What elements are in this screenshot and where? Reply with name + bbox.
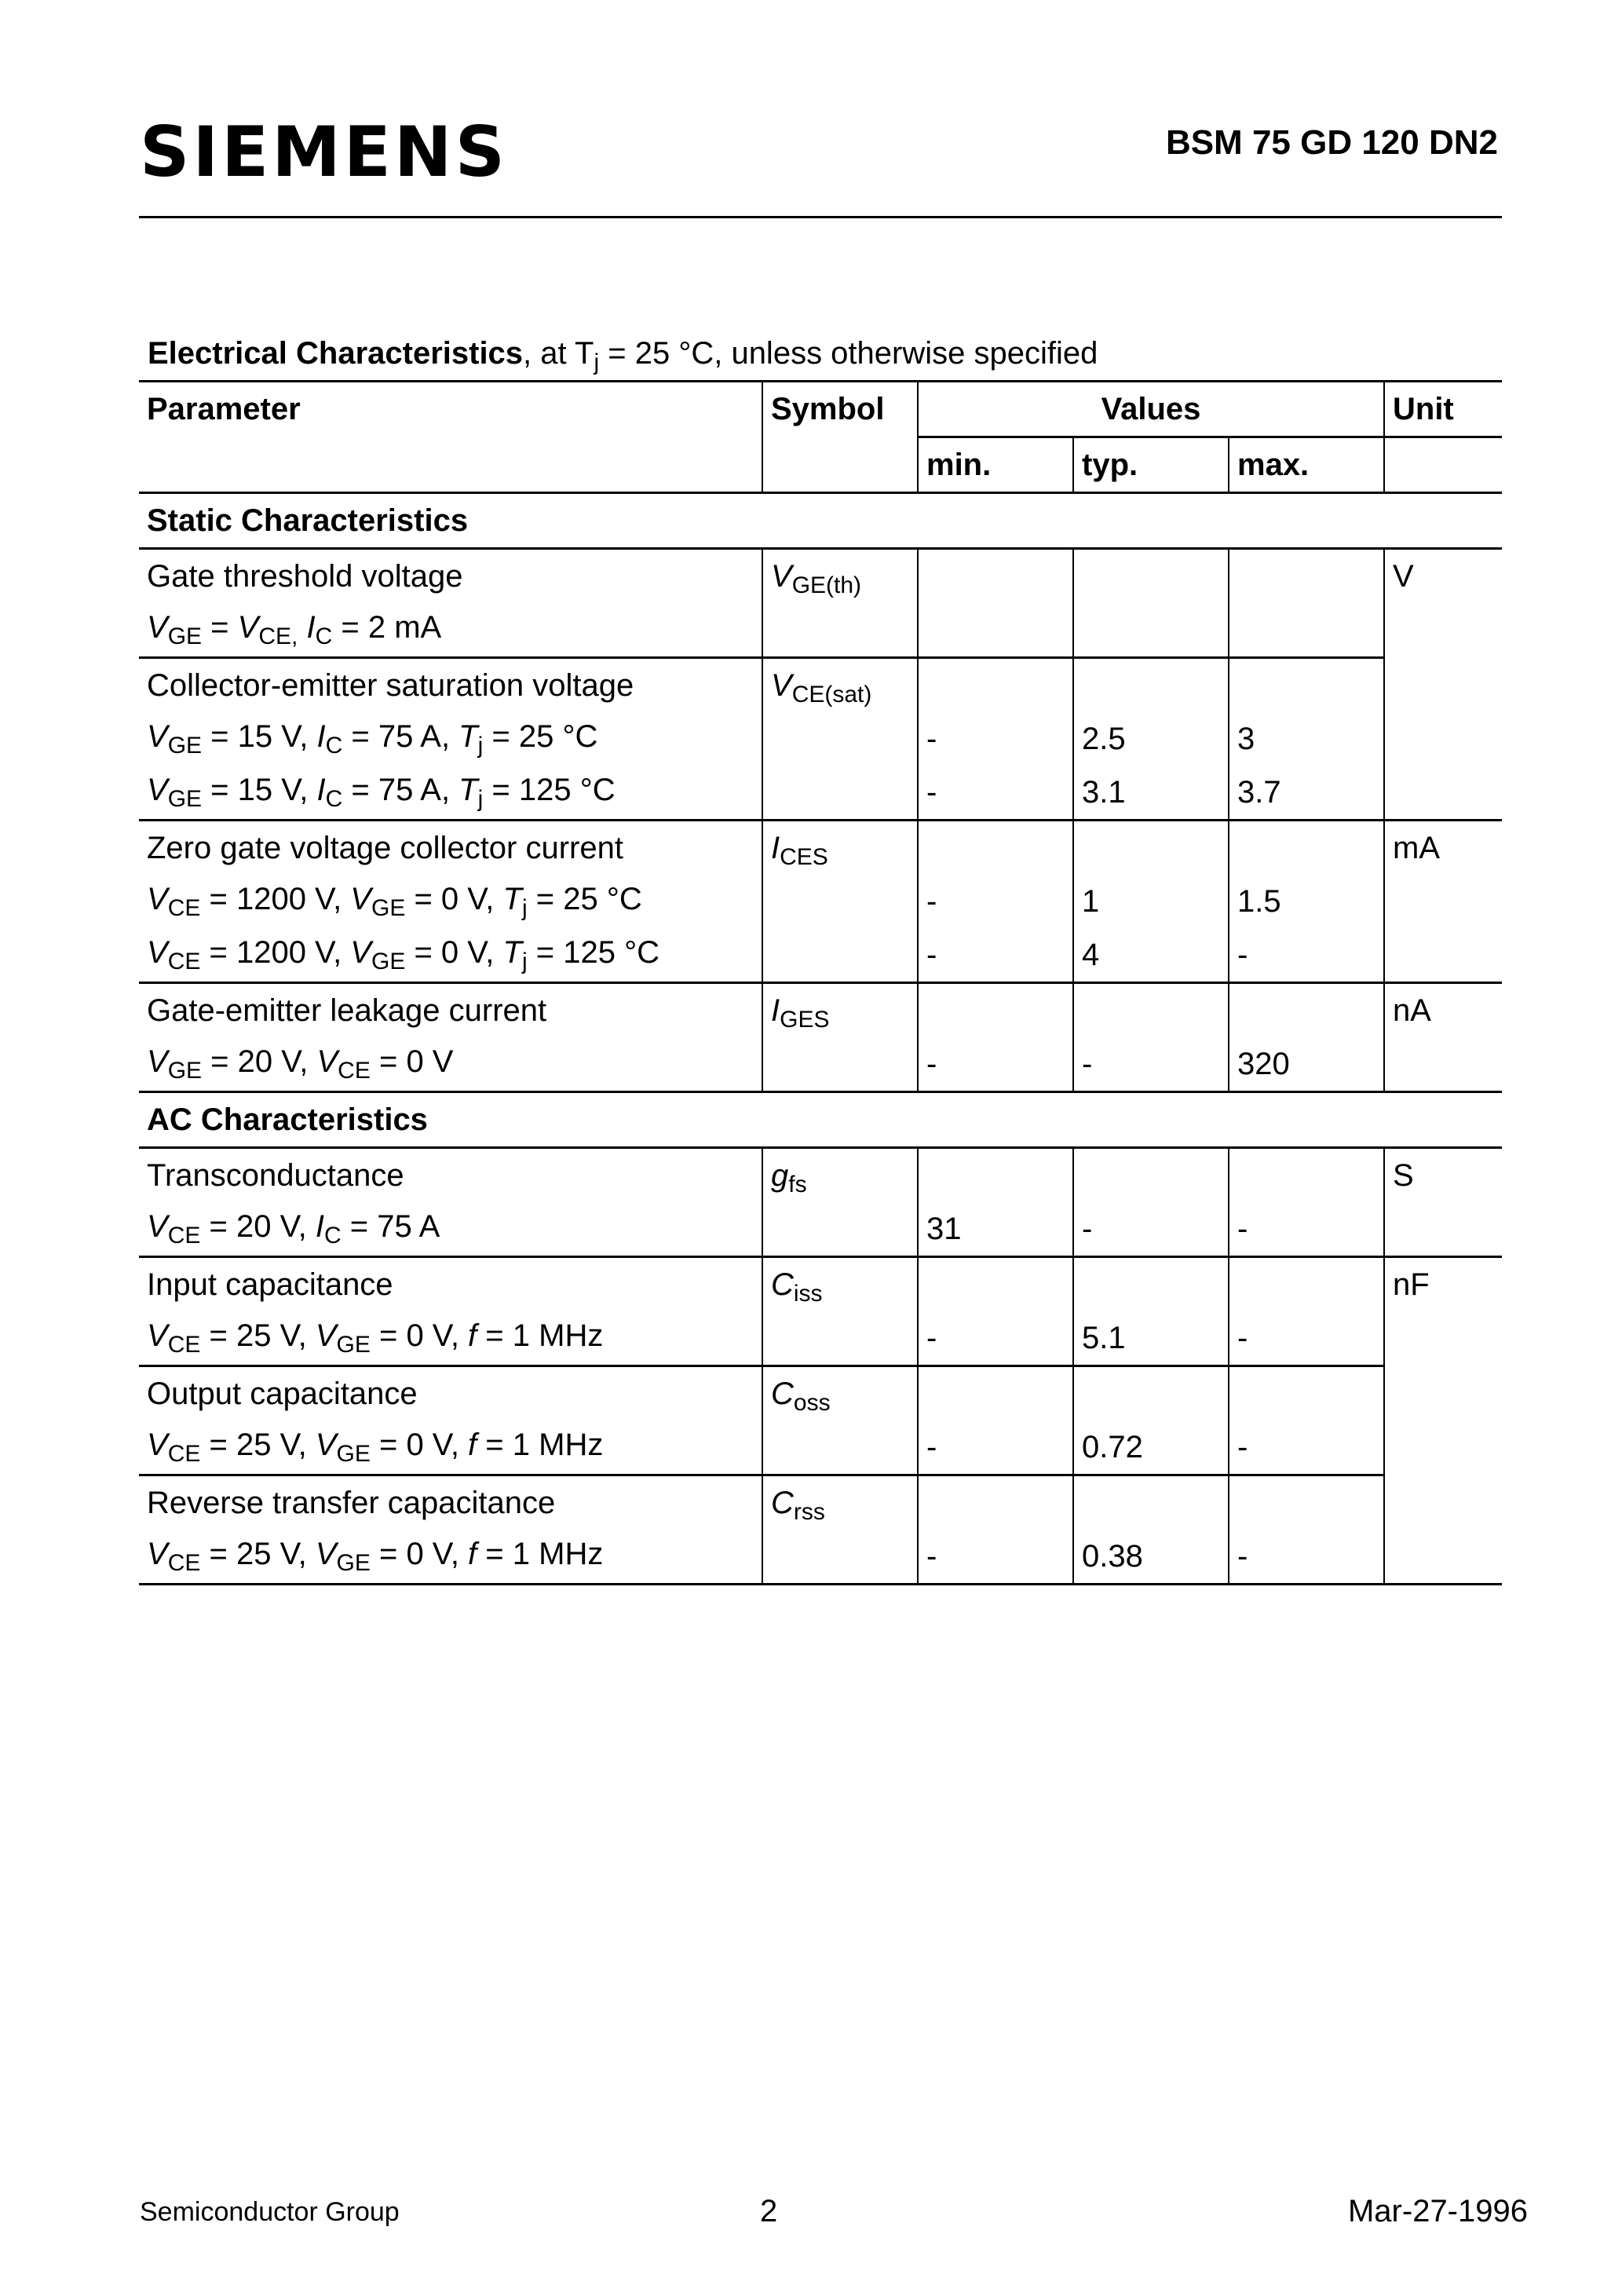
condition-part: = 1200 V, [200, 934, 351, 970]
value-min [918, 983, 1073, 1038]
condition-part: = 0 V, [370, 1536, 469, 1571]
unit-cell: V [1384, 549, 1502, 821]
condition-part: V [147, 772, 168, 807]
condition-part: = 25 V, [200, 1427, 316, 1462]
condition-part: V [350, 881, 371, 916]
param-condition [139, 875, 762, 928]
condition-part: V [147, 718, 168, 754]
symbol-cell [762, 1475, 918, 1585]
col-min: min. [918, 437, 1073, 493]
value-typ [1073, 821, 1229, 876]
value-typ: 5.1 [1073, 1311, 1229, 1366]
condition-part: = 0 V, [370, 1427, 469, 1462]
param-row [139, 1148, 1502, 1203]
value-max [1229, 549, 1384, 604]
col-max: max. [1229, 437, 1384, 493]
value-max [1229, 1366, 1384, 1421]
condition-part: = 75 A, [342, 718, 459, 754]
condition-part: f [468, 1427, 477, 1462]
condition-part: j [521, 948, 528, 974]
condition-part: GE [336, 1549, 371, 1576]
value-max [1229, 983, 1384, 1038]
condition-part: T [458, 718, 478, 754]
param-name: Zero gate voltage collector current [147, 831, 623, 865]
symbol-sub: rss [793, 1499, 825, 1525]
param-name: Gate-emitter leakage current [147, 993, 547, 1028]
condition-part: = 25 V, [200, 1536, 316, 1571]
symbol-cell [762, 549, 918, 658]
value-typ: 4 [1073, 928, 1229, 983]
value-typ: 0.38 [1073, 1530, 1229, 1585]
col-unit: Unit [1384, 382, 1502, 437]
footer-date: Mar-27-1996 [1347, 2194, 1528, 2228]
param-condition [139, 1530, 762, 1585]
value-max [1229, 1475, 1384, 1530]
condition-part: T [502, 881, 522, 916]
param-row [139, 549, 1502, 604]
value-min [918, 821, 1073, 876]
value-typ: 0.72 [1073, 1420, 1229, 1475]
condition-part: = 125 °C [527, 934, 659, 970]
value-typ: - [1073, 1202, 1229, 1257]
value-typ: - [1073, 1037, 1229, 1092]
condition-part: GE [371, 948, 406, 974]
value-typ [1073, 603, 1229, 658]
page-number: 2 [760, 2194, 778, 2228]
param-name: Input capacitance [147, 1267, 393, 1302]
condition-part: V [147, 1208, 168, 1244]
condition-part: T [458, 772, 478, 807]
condition-part: CE [167, 1222, 201, 1249]
condition-part [298, 610, 306, 645]
param-name: Reverse transfer capacitance [147, 1486, 556, 1520]
condition-part: = 25 °C [527, 881, 642, 916]
symbol-sub: GE(th) [791, 572, 862, 598]
value-min [918, 549, 1073, 604]
col-unit-blank [1384, 437, 1502, 493]
param-condition [139, 712, 762, 766]
condition-part: = 1200 V, [200, 881, 351, 916]
value-max [1229, 1257, 1384, 1312]
symbol-cell [762, 821, 918, 983]
param-condition [139, 1037, 762, 1092]
static-section [139, 493, 1502, 1092]
param-condition [139, 1311, 762, 1366]
symbol-cell [762, 1148, 918, 1257]
value-typ [1073, 549, 1229, 604]
condition-part: = 75 A [341, 1208, 440, 1244]
value-min [918, 603, 1073, 658]
condition-part: j [477, 732, 484, 759]
value-typ [1073, 1257, 1229, 1312]
table-title-sub: j [594, 349, 600, 375]
condition-part: = 15 V, [202, 772, 317, 807]
condition-part: V [350, 934, 371, 970]
symbol-main: V [771, 559, 792, 594]
symbol-main: V [771, 668, 792, 703]
value-typ [1073, 1366, 1229, 1421]
ac-section [139, 1092, 1502, 1585]
value-max: 3.7 [1229, 766, 1384, 821]
condition-part: CE [167, 1331, 201, 1358]
value-min: 31 [918, 1202, 1073, 1257]
col-values: Values [918, 382, 1384, 437]
param-row [139, 821, 1502, 876]
section-title: Static Characteristics [147, 503, 469, 538]
condition-part: = 75 A, [342, 772, 459, 807]
value-typ [1073, 658, 1229, 713]
condition-part: C [325, 732, 343, 759]
value-min: - [918, 712, 1073, 766]
footer-group: Semiconductor Group [140, 2197, 400, 2227]
condition-part: = 1 MHz [477, 1536, 604, 1571]
unit-cell: mA [1384, 821, 1502, 983]
condition-part: = 20 V, [200, 1208, 316, 1244]
condition-part: V [315, 1427, 337, 1462]
param-condition [139, 603, 762, 658]
condition-part: GE [336, 1440, 371, 1467]
value-max: 1.5 [1229, 875, 1384, 928]
value-min: - [918, 766, 1073, 821]
condition-part: j [477, 785, 484, 812]
symbol-cell [762, 1257, 918, 1366]
condition-part: f [468, 1318, 477, 1353]
symbol-main: C [771, 1377, 794, 1411]
symbol-cell [762, 1366, 918, 1475]
value-max [1229, 603, 1384, 658]
condition-part: CE, [258, 623, 298, 649]
condition-part: T [502, 934, 522, 970]
section-title: AC Characteristics [147, 1102, 428, 1137]
condition-part: V [147, 609, 168, 645]
symbol-sub: iss [793, 1281, 823, 1307]
param-condition [139, 928, 762, 983]
condition-part: GE [371, 894, 406, 921]
condition-part: = 15 V, [202, 718, 317, 754]
param-row [139, 1366, 1502, 1421]
unit-cell: nF [1384, 1257, 1502, 1585]
condition-part: I [316, 718, 326, 754]
value-max: - [1229, 928, 1384, 983]
symbol-sub: fs [788, 1172, 807, 1197]
col-parameter: Parameter [147, 392, 301, 426]
param-name: Collector-emitter saturation voltage [147, 668, 634, 703]
unit-cell: nA [1384, 983, 1502, 1092]
value-min: - [918, 875, 1073, 928]
value-max: - [1229, 1530, 1384, 1585]
condition-part: = 125 °C [483, 772, 616, 807]
siemens-logo: SIEMENS [140, 112, 508, 192]
condition-part: = 0 V, [405, 934, 503, 970]
symbol-sub: CES [780, 844, 828, 870]
param-condition [139, 1420, 762, 1475]
value-min [918, 1366, 1073, 1421]
condition-part: = 1 MHz [477, 1318, 604, 1353]
table-title-pre: , at T [523, 336, 594, 371]
value-min: - [918, 928, 1073, 983]
symbol-cell [762, 658, 918, 821]
col-symbol: Symbol [762, 382, 918, 493]
value-min [918, 1257, 1073, 1312]
condition-part: = 0 V [370, 1044, 454, 1079]
section-header-row [139, 1092, 1502, 1148]
condition-part: = 0 V, [370, 1318, 469, 1353]
condition-part: V [316, 1044, 338, 1079]
condition-part: V [147, 1044, 168, 1079]
value-min: - [918, 1311, 1073, 1366]
condition-part: GE [167, 785, 203, 812]
value-max: - [1229, 1420, 1384, 1475]
condition-part: I [306, 609, 316, 645]
value-max [1229, 658, 1384, 713]
condition-part: GE [167, 1057, 203, 1084]
symbol-sub: CE(sat) [791, 682, 872, 707]
param-name: Gate threshold voltage [147, 559, 463, 594]
condition-part: = 1 MHz [477, 1427, 604, 1462]
condition-part: CE [338, 1057, 371, 1084]
value-typ: 3.1 [1073, 766, 1229, 821]
section-header-row [139, 493, 1502, 549]
value-max: 320 [1229, 1037, 1384, 1092]
value-min: - [918, 1420, 1073, 1475]
value-typ [1073, 983, 1229, 1038]
condition-part: C [323, 1222, 342, 1249]
value-typ: 1 [1073, 875, 1229, 928]
condition-part: CE [167, 948, 201, 974]
table-title-bold: Electrical Characteristics [148, 336, 524, 371]
table-title [148, 335, 1098, 377]
condition-part: I [315, 1208, 324, 1244]
value-min: - [918, 1037, 1073, 1092]
value-max: - [1229, 1311, 1384, 1366]
value-typ [1073, 1148, 1229, 1203]
condition-part: CE [167, 894, 201, 921]
symbol-main: I [771, 831, 780, 865]
condition-part: C [315, 623, 333, 649]
condition-part: V [147, 1536, 168, 1571]
table-title-post: = 25 °C, unless otherwise specified [599, 336, 1098, 371]
param-row [139, 1257, 1502, 1312]
condition-part: j [521, 894, 528, 921]
symbol-cell [762, 983, 918, 1092]
condition-part: = 20 V, [202, 1044, 317, 1079]
value-min [918, 1475, 1073, 1530]
param-name: Output capacitance [147, 1377, 418, 1411]
condition-part: C [325, 785, 343, 812]
value-typ: 2.5 [1073, 712, 1229, 766]
value-max [1229, 1148, 1384, 1203]
param-condition [139, 766, 762, 821]
param-row [139, 658, 1502, 713]
value-typ [1073, 1475, 1229, 1530]
condition-part: GE [167, 623, 203, 649]
col-typ: typ. [1073, 437, 1229, 493]
condition-part: = 25 V, [200, 1318, 316, 1353]
unit-cell: S [1384, 1148, 1502, 1257]
condition-part: GE [336, 1331, 371, 1358]
condition-part: V [315, 1318, 337, 1353]
value-max [1229, 821, 1384, 876]
symbol-main: g [771, 1158, 789, 1193]
symbol-main: C [771, 1486, 794, 1520]
value-min [918, 658, 1073, 713]
symbol-main: I [771, 993, 780, 1028]
condition-part: CE [167, 1440, 201, 1467]
symbol-sub: oss [793, 1390, 831, 1416]
condition-part: V [237, 609, 259, 645]
header-divider [139, 216, 1502, 218]
symbol-sub: GES [780, 1007, 830, 1033]
condition-part: V [147, 1427, 168, 1462]
condition-part: V [147, 881, 168, 916]
condition-part: = 0 V, [405, 881, 503, 916]
condition-part: GE [167, 732, 203, 759]
header-row-1 [139, 382, 1502, 437]
characteristics-table [139, 380, 1502, 1585]
symbol-main: C [771, 1267, 794, 1302]
param-row [139, 983, 1502, 1038]
condition-part: = 2 mA [332, 609, 442, 645]
condition-part: f [468, 1536, 477, 1571]
value-max: - [1229, 1202, 1384, 1257]
value-max: 3 [1229, 712, 1384, 766]
value-min: - [918, 1530, 1073, 1585]
condition-part: = 25 °C [483, 718, 598, 754]
condition-part: V [147, 934, 168, 970]
condition-part: V [147, 1318, 168, 1353]
param-condition [139, 1202, 762, 1257]
value-min [918, 1148, 1073, 1203]
param-row [139, 1475, 1502, 1530]
condition-part: I [316, 772, 326, 807]
condition-part: V [315, 1536, 337, 1571]
condition-part: = [202, 609, 238, 645]
part-number: BSM 75 GD 120 DN2 [1165, 123, 1498, 162]
param-name: Transconductance [147, 1158, 404, 1193]
condition-part: CE [167, 1549, 201, 1576]
